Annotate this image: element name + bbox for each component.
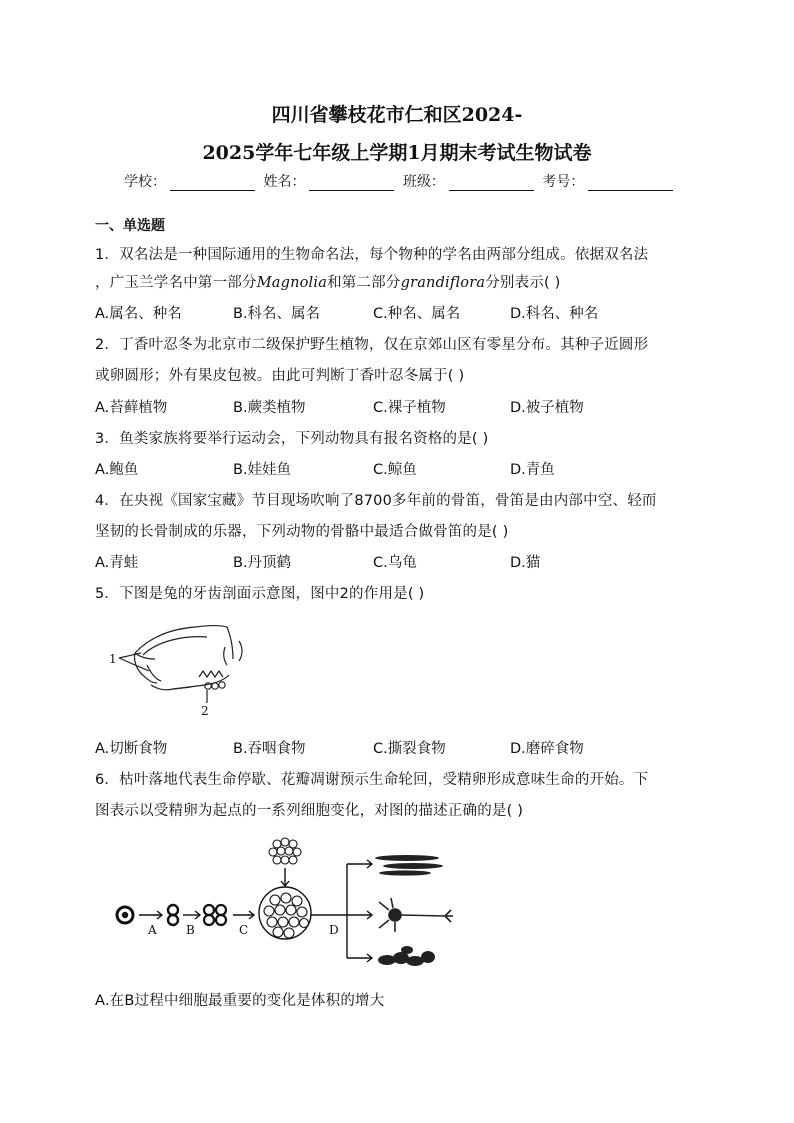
section-heading: 一、单选题: [95, 218, 165, 234]
q3-line-1: 3．鱼类家族将要举行运动会，下列动物具有报名资格的是( ): [95, 431, 489, 447]
process-label-c: C: [239, 923, 249, 937]
process-label-d: D: [329, 923, 339, 937]
q2-line-1: 2．丁香叶忍冬为北京市二级保护野生植物，仅在京郊山区有零星分布。其种子近圆形: [95, 337, 649, 353]
q3-option-c[interactable]: C.鲸鱼: [373, 462, 417, 478]
q1-line-1: 1．双名法是一种国际通用的生物命名法，每个物种的学名由两部分组成。依据双名法: [95, 247, 649, 263]
q1-option-b[interactable]: B.科名、属名: [233, 306, 321, 322]
exam-no-label: 考号：: [542, 174, 585, 190]
q2-option-c[interactable]: C.裸子植物: [373, 400, 446, 416]
exam-no-blank: [588, 176, 673, 191]
q6-option-a[interactable]: A.在B过程中细胞最重要的变化是体积的增大: [95, 993, 385, 1009]
q2-line-2: 或卵圆形；外有果皮包被。由此可判断丁香叶忍冬属于( ): [95, 368, 465, 384]
q4-line-1: 4．在央视《国家宝藏》节目现场吹响了8700多年前的骨笛，骨笛是由内部中空、轻而: [95, 493, 657, 509]
q4-line-2: 坚韧的长骨制成的乐器，下列动物的骨骼中最适合做骨笛的是( ): [95, 524, 509, 540]
q2-option-a[interactable]: A.苔藓植物: [95, 400, 168, 416]
q4-option-d[interactable]: D.猫: [510, 555, 541, 571]
q1-genus-italic: Magnolia: [256, 275, 328, 291]
name-blank: [309, 176, 394, 191]
q5-option-c[interactable]: C.撕裂食物: [373, 741, 446, 757]
q1-option-c[interactable]: C.种名、属名: [373, 306, 461, 322]
school-label: 学校：: [124, 174, 166, 190]
cell-division-figure: [95, 830, 465, 980]
q5-line-1: 5．下图是兔的牙齿剖面示意图，图中2的作用是( ): [95, 586, 425, 602]
q5-option-b[interactable]: B.吞咽食物: [233, 741, 306, 757]
q2-option-b[interactable]: B.蕨类植物: [233, 400, 306, 416]
figure-label-1: 1: [109, 652, 117, 666]
q4-option-b[interactable]: B.丹顶鹤: [233, 555, 292, 571]
page-title-line-1: 四川省攀枝花市仁和区2024-: [271, 104, 523, 126]
q1-option-d[interactable]: D.科名、种名: [510, 306, 599, 322]
q2-option-d[interactable]: D.被子植物: [510, 400, 584, 416]
q6-line-1: 6．枯叶落地代表生命停歇、花瓣凋谢预示生命轮回，受精卵形成意味生命的开始。下: [95, 772, 649, 788]
name-label: 姓名：: [263, 174, 306, 190]
class-blank: [449, 176, 534, 191]
class-label: 班级：: [402, 174, 445, 190]
page-title-line-2: 2025学年七年级上学期1月期末考试生物试卷: [202, 142, 592, 164]
q4-option-c[interactable]: C.乌龟: [373, 555, 417, 571]
q6-line-2: 图表示以受精卵为起点的一系列细胞变化，对图的描述正确的是( ): [95, 803, 524, 819]
q1-species-italic: grandiflora: [400, 275, 486, 291]
student-info-row: [124, 171, 677, 191]
process-label-b: B: [186, 923, 195, 937]
rabbit-teeth-figure: [95, 615, 255, 720]
q1-option-a[interactable]: A.属名、种名: [95, 306, 182, 322]
q5-option-d[interactable]: D.磨碎食物: [510, 741, 584, 757]
q3-option-d[interactable]: D.青鱼: [510, 462, 555, 478]
q5-option-a[interactable]: A.切断食物: [95, 741, 168, 757]
q4-option-a[interactable]: A.青蛙: [95, 555, 139, 571]
q3-option-a[interactable]: A.鲍鱼: [95, 462, 139, 478]
process-label-a: A: [148, 923, 157, 937]
q1-line-2: ，广玉兰学名中第一部分Magnolia和第二部分grandiflora分别表示( ): [95, 275, 561, 291]
q3-option-b[interactable]: B.娃娃鱼: [233, 462, 292, 478]
school-blank: [170, 176, 255, 191]
figure-label-2: 2: [201, 704, 209, 718]
